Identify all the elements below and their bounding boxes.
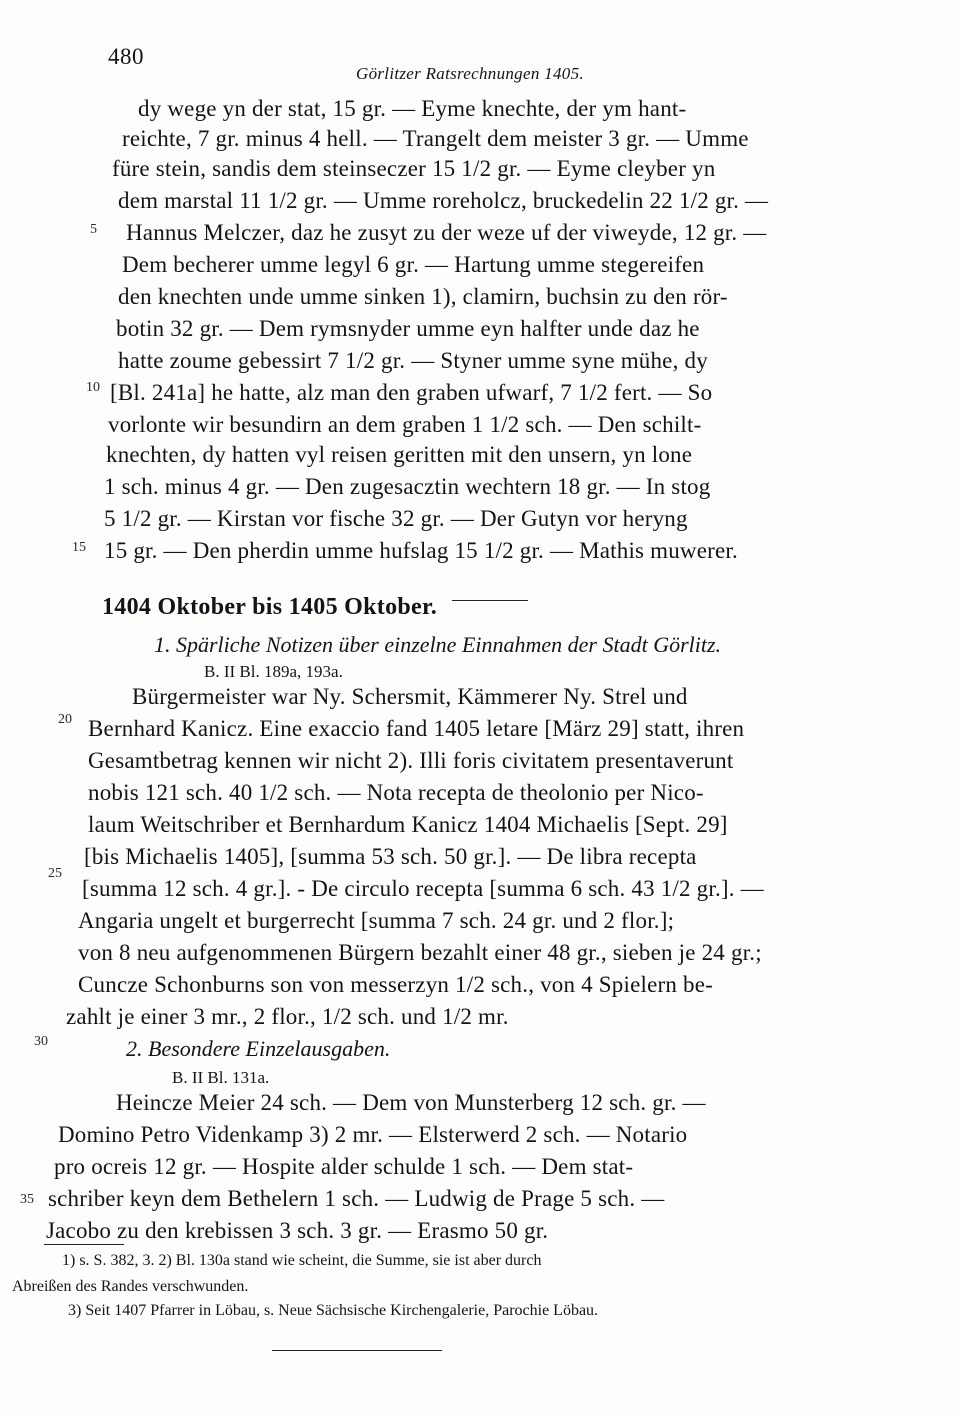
running-title: Görlitzer Ratsrechnungen 1405.: [356, 64, 584, 83]
line-number: 30: [34, 1034, 48, 1049]
source-reference-2: B. II Bl. 131a.: [172, 1068, 270, 1087]
divider-rule: [452, 600, 528, 601]
line-number: 20: [58, 712, 72, 727]
source-reference-1: B. II Bl. 189a, 193a.: [204, 662, 343, 681]
subsection-title-2: 2. Besondere Einzelausgaben.: [126, 1036, 391, 1061]
footnote-line: 1) s. S. 382, 3. 2) Bl. 130a stand wie scheint, die Summe, sie ist aber durch: [62, 1252, 542, 1269]
footnote-rule: [44, 1244, 124, 1245]
bottom-rule: [272, 1350, 442, 1351]
line-number: 35: [20, 1192, 34, 1207]
subsection-title-1: 1. Spärliche Notizen über einzelne Einnahmen der Stadt Görlitz.: [154, 632, 722, 657]
line-number: 15: [72, 540, 86, 555]
footnote-line: Abreißen des Randes verschwunden.: [12, 1278, 249, 1295]
line-number: 25: [48, 866, 62, 881]
document-page: 480 Görlitzer Ratsrechnungen 1405. dy wege yn der stat, 15 gr. — Eyme knechte, der ym hant- reichte, 7 gr. minus 4 hell. — Trangelt dem meister 3 gr. — Umme füre stein, sandis dem steinseczer 15 1/2 gr. — Eyme cleyber yn dem marstal 11 1/2 gr. — Umme roreholcz, bruckedelin 22 1/2 gr. — Hannus Melczer, daz he zusyt zu der weze uf der viweyde, 12 gr. — Dem becherer umme legyl 6 gr. — Hartung umme stegereifen den knechten unde umme sinken 1), clamirn, buchsin zu den rör- botin 32 gr. — Dem rymsnyder umme eyn halfter unde daz he hatte zoume gebessirt 7 1/2 gr. — Styner umme syne mühe, dy [Bl. 241a] he hatte, alz man den graben ufwarf, 7 1/2 fert. — So vorlonte wir besundirn an dem graben 1 1/2 sch. — Den schilt- knechten, dy hatten vyl reisen geritten mit den unsern, yn lone 1 sch. minus 4 gr. — Den zugesacztin wechtern 18 gr. — In stog 5 1/2 gr. — Kirstan vor fische 32 gr. — Der Gutyn vor heryng 15 gr. — Den pherdin umme hufslag 15 1/2 gr. — Mathis muwerer. 5 10 15 1404 Oktober bis 1405 Oktober. 1. Spärliche Notizen über einzelne Einnahmen der Stadt Görlitz. B. II Bl. 189a, 193a. Bürgermeister war Ny. Schersmit, Kämmerer Ny. Strel und Bernhard Kanicz. Eine exaccio fand 1405 letare [März 29] statt, ihren Gesamtbetrag kennen wir nicht 2). Illi foris civitatem presentaverunt nobis 121 sch. 40 1/2 sch. — Nota recepta de theolonio per Nico- laum Weitschriber et Bernhardum Kanicz 1404 Michaelis [Sept. 29] [bis Michaelis 1405], [summa 53 sch. 50 gr.]. — De libra recepta [summa 12 sch. 4 gr.]. - De circulo recepta [summa 6 sch. 43 1/2 gr.]. — Angaria ungelt et burgerrecht [summa 7 sch. 24 gr. und 2 flor.]; von 8 neu aufgenommenen Bürgern bezahlt einer 48 gr., sieben je 24 gr.; Cuncze Schonburns son von messerzyn 1/2 sch., von 4 Spielern be- zahlt je einer 3 mr., 2 flor., 1/2 sch. und 1/2 mr. 20 25 30 2. Besondere Einzelausgaben. B. II Bl. 131a. Heincze Meier 24 sch. — Dem von Munsterberg 12 sch. gr. — Domino Petro Videnkamp 3) 2 mr. — Elsterwerd 2 sch. — Notario pro ocreis 12 gr. — Hospite alder schulde 1 sch. — Dem stat- schriber keyn dem Bethelern 1 sch. — Ludwig de Prage 5 sch. — Jacobo zu den krebissen 3 sch. 3 gr. — Erasmo 50 gr. 35 1) s. S. 382, 3. 2) Bl. 130a stand wie scheint, die Summe, sie ist aber durch Abreißen des Randes verschwunden. 3) Seit 1407 Pfarrer in Löbau, s. Neue Sächsische Kirchengalerie, Parochie Löbau.: [0, 0, 960, 1417]
line-number: 5: [90, 222, 97, 237]
footnote-line: 3) Seit 1407 Pfarrer in Löbau, s. Neue Sächsische Kirchengalerie, Parochie Löbau.: [68, 1302, 599, 1319]
section-heading: 1404 Oktober bis 1405 Oktober.: [102, 594, 438, 620]
line-number: 10: [86, 380, 100, 395]
page-number: 480: [108, 44, 144, 69]
